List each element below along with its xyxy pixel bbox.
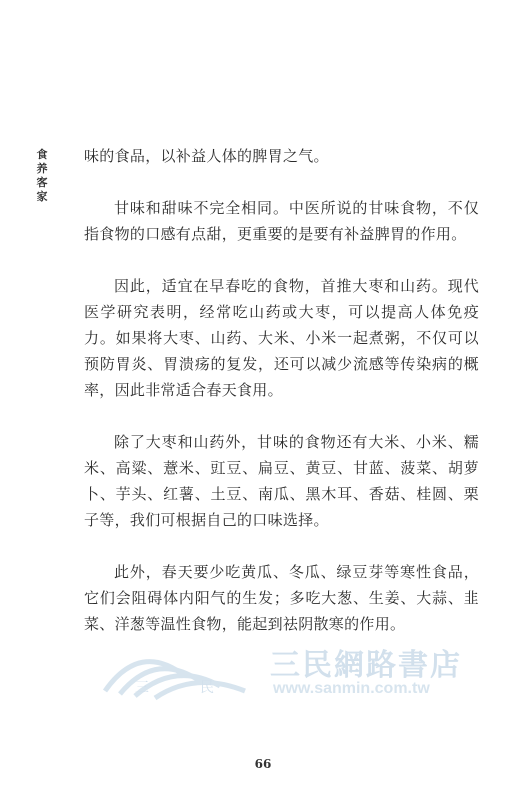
- watermark-logo-char-1: 三: [135, 680, 149, 696]
- paragraph-1: 味的食品，以补益人体的脾胃之气。: [84, 147, 329, 165]
- paragraph-4: 除了大枣和山药外，甘味的食物还有大米、小米、糯米、高粱、薏米、豇豆、扁豆、黄豆、甘蓝、菠菜、胡萝卜、芋头、红薯、土豆、南瓜、黑木耳、香菇、桂圆、栗子等，我们可根据自己的口味选择。: [84, 433, 479, 529]
- watermark-url-text: www.sanmin.com.tw: [273, 680, 430, 697]
- watermark-chinese-text: 三民網路書店: [270, 648, 462, 683]
- page-number: 66: [254, 757, 272, 771]
- running-head: 食养客家: [36, 148, 48, 203]
- paragraph-2: 甘味和甜味不完全相同。中医所说的甘味食物，不仅指食物的口感有点甜，更重要的是要有补益脾胃的作用。: [84, 199, 479, 243]
- paragraph-3: 因此，适宜在早春吃的食物，首推大枣和山药。现代医学研究表明，经常吃山药或大枣，可以提高人体免疫力。如果将大枣、山药、大米、小米一起煮粥，不仅可以预防胃炎、胃溃疡的复发，还可以减少流感等传染病的概率，因此非常适合春天食用。: [84, 277, 479, 399]
- watermark-logo-icon: [95, 636, 275, 706]
- body-text: [84, 143, 479, 663]
- watermark-logo-char-2: 民: [200, 680, 214, 696]
- watermark: [95, 636, 462, 706]
- paragraph-5: 此外，春天要少吃黄瓜、冬瓜、绿豆芽等寒性食品，它们会阻碍体内阳气的生发；多吃大葱、生姜、大蒜、韭菜、洋葱等温性食物，能起到祛阴散寒的作用。: [84, 563, 479, 633]
